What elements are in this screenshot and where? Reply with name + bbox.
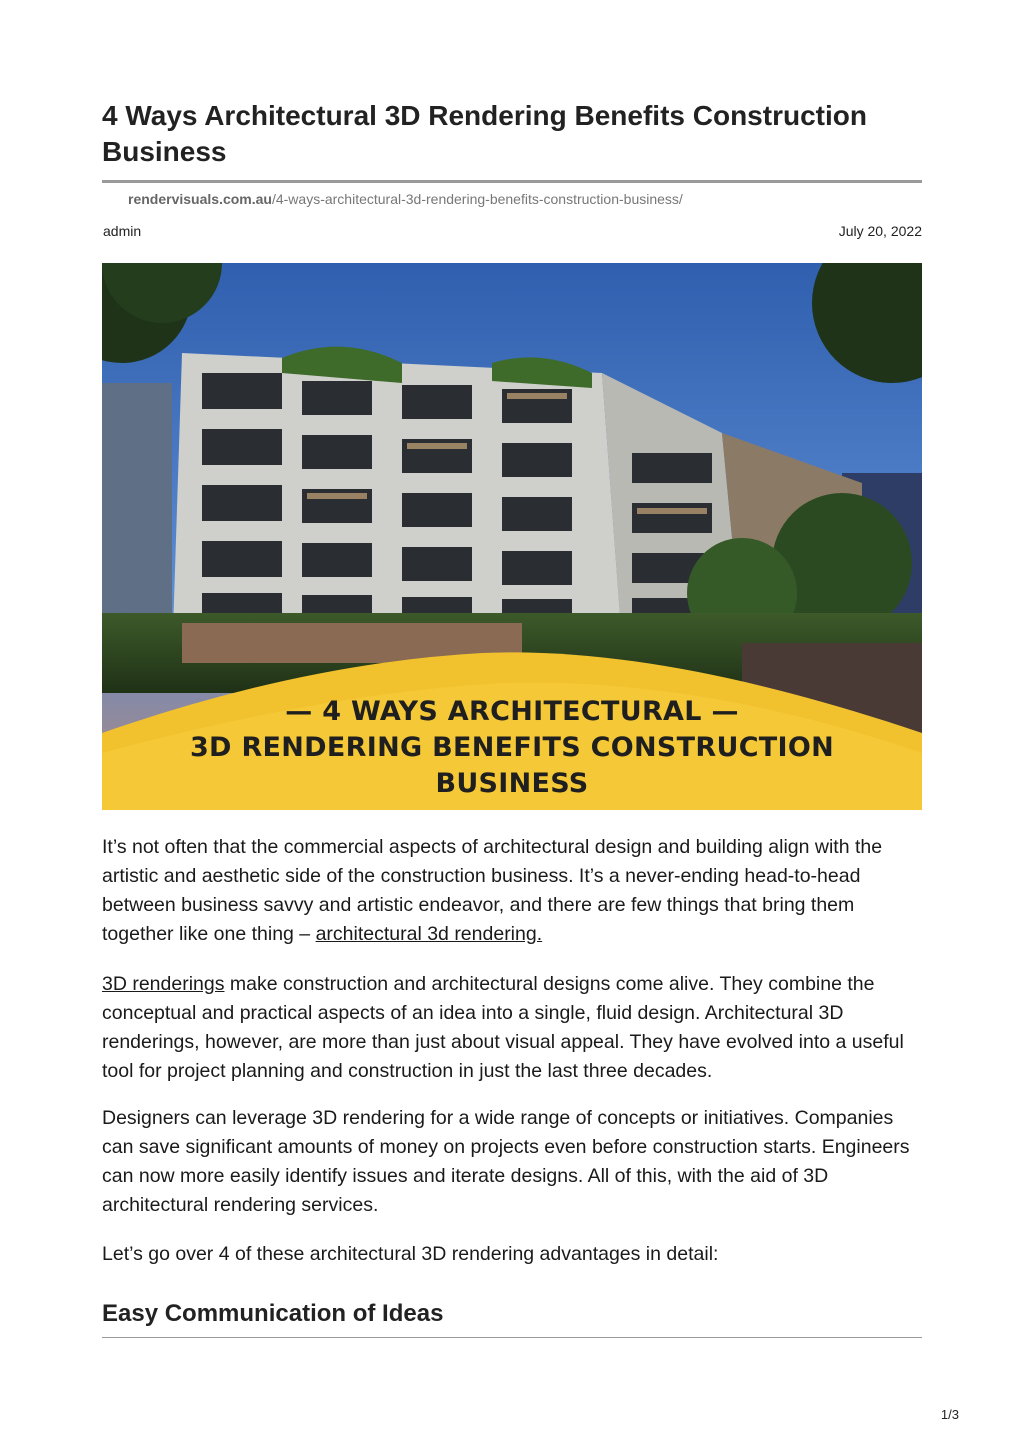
banner-line-1: — 4 WAYS ARCHITECTURAL — <box>285 696 739 727</box>
section-heading: Easy Communication of Ideas <box>102 1300 444 1327</box>
paragraph-2-text: make construction and architectural designs come alive. They combine the conceptual and practical aspects of an idea into a single, fluid design. Architectural 3D renderings, however, are more than just about visual appeal. They have evolved into a useful tool for project planning and construction in just the last three decades. <box>102 973 904 1082</box>
hero-image <box>102 263 922 810</box>
source-path: /4-ways-architectural-3d-rendering-benefits-construction-business/ <box>271 191 683 207</box>
source-domain: rendervisuals.com.au <box>128 191 272 207</box>
title-divider <box>102 180 922 183</box>
article-title: 4 Ways Architectural 3D Rendering Benefits Construction Business <box>102 100 867 167</box>
banner-line-3: BUSINESS <box>435 768 589 799</box>
source-url[interactable] <box>128 191 683 207</box>
architectural-3d-rendering-link[interactable]: architectural 3d rendering. <box>315 923 543 945</box>
paragraph-3-text: Designers can leverage 3D rendering for a wide range of concepts or initiatives. Companies can save significant amounts of money on projects even before construction starts. Engineers can now more easily identify issues and iterate designs. All of this, with the aid of 3D architectural rendering services. <box>102 1107 910 1216</box>
3d-renderings-link[interactable]: 3D renderings <box>102 973 225 995</box>
author-name: admin <box>103 223 142 239</box>
paragraph-3 <box>102 1104 924 1220</box>
publish-date: July 20, 2022 <box>838 223 922 239</box>
section-divider <box>102 1337 922 1338</box>
paragraph-1-text: It’s not often that the commercial aspects of architectural design and building align with the artistic and aesthetic side of the construction business. It’s a never-ending head-to-head between business savvy and artistic endeavor, and there are few things that bring them together like one thing – <box>102 836 883 945</box>
paragraph-4-text: Let’s go over 4 of these architectural 3D rendering advantages in detail: <box>102 1243 719 1265</box>
banner-line-2: 3D RENDERING BENEFITS CONSTRUCTION <box>189 732 835 763</box>
page-number: 1/3 <box>940 1407 959 1422</box>
paragraph-4 <box>102 1240 924 1269</box>
hero-illustration <box>102 263 922 810</box>
paragraph-1 <box>102 833 924 949</box>
paragraph-2 <box>102 970 924 1086</box>
